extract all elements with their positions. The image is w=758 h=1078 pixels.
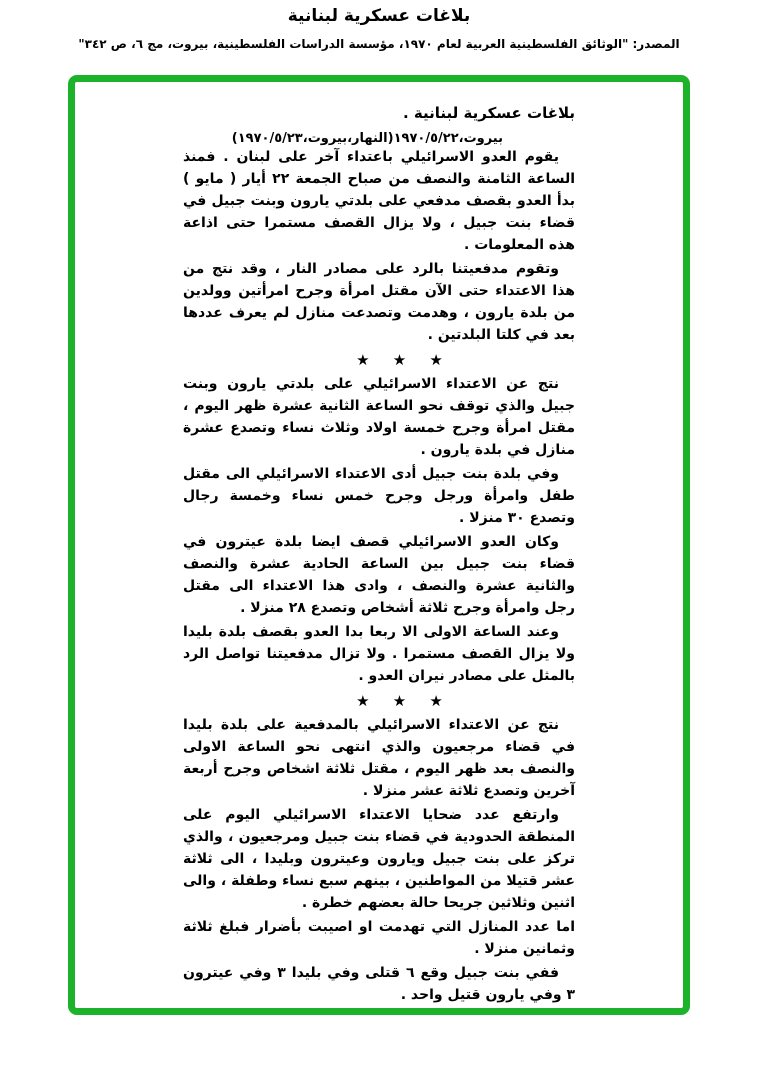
communique-title: بلاغات عسكرية لبنانية . — [403, 104, 575, 122]
communique-paragraph-7: نتج عن الاعتداء الاسرائيلي بالمدفعية على بلدة بليدا في قضاء مرجعيون والذي انتهى نحو الساعة الاولى والنصف بعد ظهر اليوم ، مقتل ثلاثة اشخاص وجرح أربعة آخرين وتصدع ثلاثة عشر منزلا . — [183, 717, 575, 799]
communique-paragraph-2: وتقوم مدفعيتنا بالرد على مصادر النار ، وقد نتج من هذا الاعتداء حتى الآن مقتل امرأة وجرح امرأتين وولدين من بلدة يارون ، وهدمت وتصدعت منازل لم يعرف عددها بعد في كلتا البلدتين . — [183, 261, 575, 343]
communique-paragraph-5: وكان العدو الاسرائيلي قصف ايضا بلدة عيترون في قضاء بنت جبيل بين الساعة الحادية عشرة والنصف والثانية عشرة والنصف ، وادى هذا الاعتداء الى مقتل رجل وامرأة وجرح ثلاثة أشخاص وتصدع ٢٨ منزلا . — [183, 534, 575, 616]
communique-paragraph-9: اما عدد المنازل التي تهدمت او اصيبت بأضرار فبلغ ثلاثة وثمانين منزلا . — [183, 919, 575, 957]
dateline — [183, 131, 575, 146]
stars-separator-2: ★ ★ ★ — [356, 692, 452, 710]
communique-paragraph-1: يقوم العدو الاسرائيلي باعتداء آخر على لبنان . فمنذ الساعة الثامنة والنصف من صباح الجمعة ٢٢ أيار ( مايو ) بدأ العدو بقصف مدفعي على بلدتي يارون وبنت جبيل في قضاء بنت جبيل ، ولا يزال القصف مستمرا حتى اذاعة هذه المعلومات . — [183, 149, 576, 253]
dateline-attribution: (النهار،بيروت،١٩٧٠/٥/٢٣) — [231, 131, 394, 146]
document-content — [183, 104, 575, 1015]
communique-paragraph-6: وعند الساعة الاولى الا ربعا بدا العدو بقصف بلدة بليدا ولا يزال القصف مستمرا . ولا تزال مدفعيتنا تواصل الرد بالمثل على مصادر نيران العدو . — [183, 624, 575, 684]
communique-paragraph-8: وارتفع عدد ضحايا الاعتداء الاسرائيلي اليوم على المنطقة الحدودية في قضاء بنت جبيل ومرجعيون ، والذي تركز على بنت جبيل ويارون وعيترون وبليدا ، الى ثلاثة عشر قتيلا من المواطنين ، بينهم سبع نساء وطفلة ، والى اثنين وثلاثين جريحا حالة بعضهم خطرة . — [183, 807, 575, 911]
communique-paragraph-10: ففي بنت جبيل وقع ٦ قتلى وفي بليدا ٣ وفي عيترون ٣ وفي يارون قتيل واحد . — [183, 965, 575, 1003]
source-line: المصدر: "الوثائق الفلسطينية العربية لعام ١٩٧٠، مؤسسة الدراسات الفلسطينية، بيروت، مج ٦، ص ٣٤٢" — [78, 37, 680, 51]
page-header — [0, 6, 758, 51]
dateline-place-date: بيروت،١٩٧٠/٥/٢٢ — [393, 131, 503, 146]
stars-separator-1: ★ ★ ★ — [356, 351, 452, 369]
document-frame — [68, 75, 690, 1015]
page-title: بلاغات عسكرية لبنانية — [287, 6, 471, 26]
communique-paragraph-3: نتج عن الاعتداء الاسرائيلي على بلدتي يارون وبنت جبيل والذي توقف نحو الساعة الثانية عشرة ظهر اليوم ، مقتل امرأة وجرح خمسة اولاد وثلاث نساء وتصدع عشرة منازل في بلدة يارون . — [183, 376, 575, 458]
communique-paragraph-4: وفي بلدة بنت جبيل أدى الاعتداء الاسرائيلي الى مقتل طفل وامرأة ورجل وجرح خمس نساء وخمسة رجال وتصدع ٣٠ منزلا . — [183, 466, 575, 526]
